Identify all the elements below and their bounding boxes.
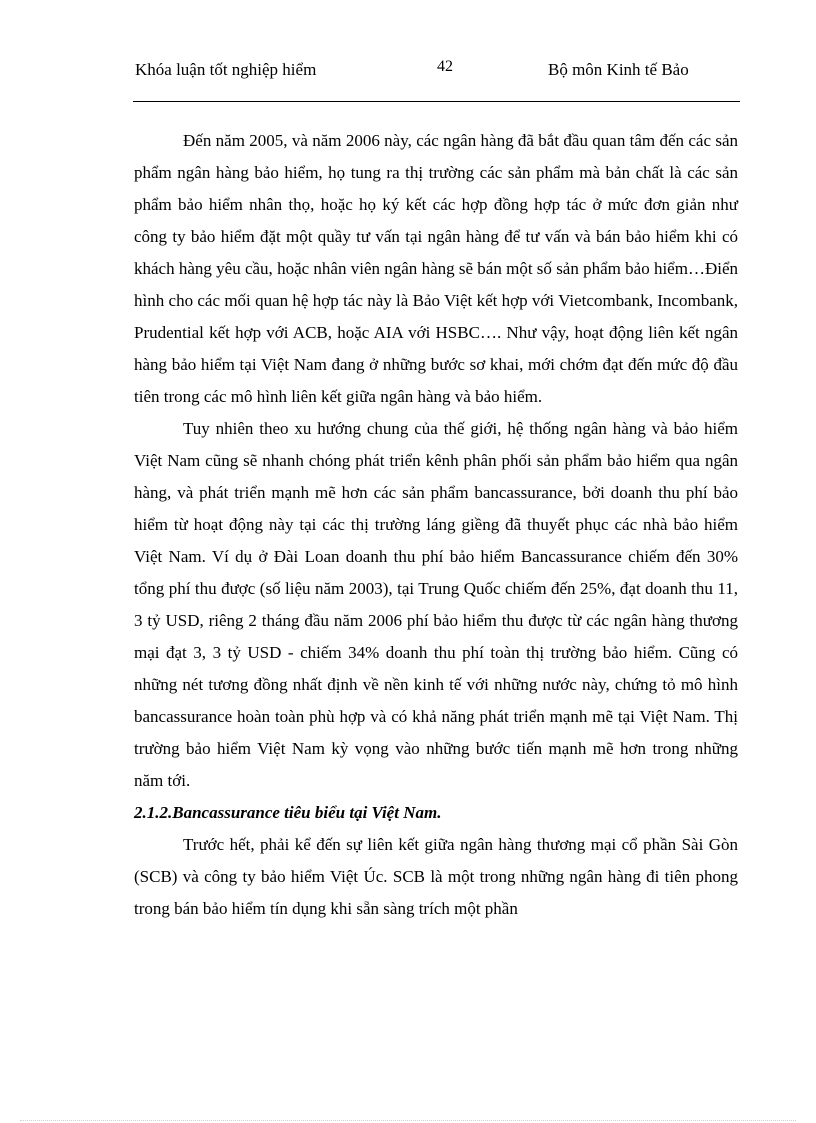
paragraph: Trước hết, phải kể đến sự liên kết giữa ngân hàng thương mại cổ phần Sài Gòn (SCB) và công ty bảo hiểm Việt Úc. SCB là một trong những ngân hàng đi tiên phong trong bán bảo hiểm tín dụng khi sẵn sàng trích một phần [134, 835, 738, 918]
header-department: Bộ môn Kinh tế Bảo [548, 60, 689, 79]
page-bottom-border [20, 1120, 796, 1121]
header-divider [133, 101, 740, 102]
section-heading: 2.1.2.Bancassurance tiêu biểu tại Việt Nam. [134, 803, 442, 822]
document-body [134, 125, 738, 925]
paragraph: Tuy nhiên theo xu hướng chung của thế giới, hệ thống ngân hàng và bảo hiểm Việt Nam cũng sẽ nhanh chóng phát triển kênh phân phối sản phẩm bảo hiểm qua ngân hàng, và phát triển mạnh mẽ hơn các sản phẩm bancassurance, bởi doanh thu phí bảo hiểm từ hoạt động này tại các thị trường láng giềng đã thuyết phục các nhà bảo hiểm Việt Nam. Ví dụ ở Đài Loan doanh thu phí bảo hiểm Bancassurance chiếm đến 30% tổng phí thu được (số liệu năm 2003), tại Trung Quốc chiếm đến 25%, đạt doanh thu 11, 3 tỷ USD, riêng 2 tháng đầu năm 2006 phí bảo hiểm thu được từ các ngân hàng thương mại đạt 3, 3 tỷ USD - chiếm 34% doanh thu phí toàn thị trường bảo hiểm. Cũng có những nét tương đồng nhất định về nền kinh tế với những nước này, chứng tỏ mô hình bancassurance hoàn toàn phù hợp và có khả năng phát triển mạnh mẽ tại Việt Nam. Thị trường bảo hiểm Việt Nam kỳ vọng vào những bước tiến mạnh mẽ hơn trong những năm tới. [134, 419, 738, 790]
paragraph: Đến năm 2005, và năm 2006 này, các ngân hàng đã bắt đầu quan tâm đến các sản phẩm ngân hàng bảo hiểm, họ tung ra thị trường các sản phẩm mà bản chất là các sản phẩm bảo hiểm nhân thọ, hoặc họ ký kết các hợp đồng hợp tác ở mức đơn giản như công ty bảo hiểm đặt một quầy tư vấn tại ngân hàng để tư vấn và bán bảo hiểm khi có khách hàng yêu cầu, hoặc nhân viên ngân hàng sẽ bán một số sản phẩm bảo hiểm…Điển hình cho các mối quan hệ hợp tác này là Bảo Việt kết hợp với Vietcombank, Incombank, Prudential kết hợp với ACB, hoặc AIA với HSBC…. Như vậy, hoạt động liên kết ngân hàng bảo hiểm tại Việt Nam đang ở những bước sơ khai, mới chớm đạt đến mức độ đầu tiên trong các mô hình liên kết giữa ngân hàng và bảo hiểm. [134, 131, 738, 406]
page-number: 42 [437, 58, 453, 75]
header-course-title: Khóa luận tốt nghiệp hiểm [135, 60, 317, 79]
